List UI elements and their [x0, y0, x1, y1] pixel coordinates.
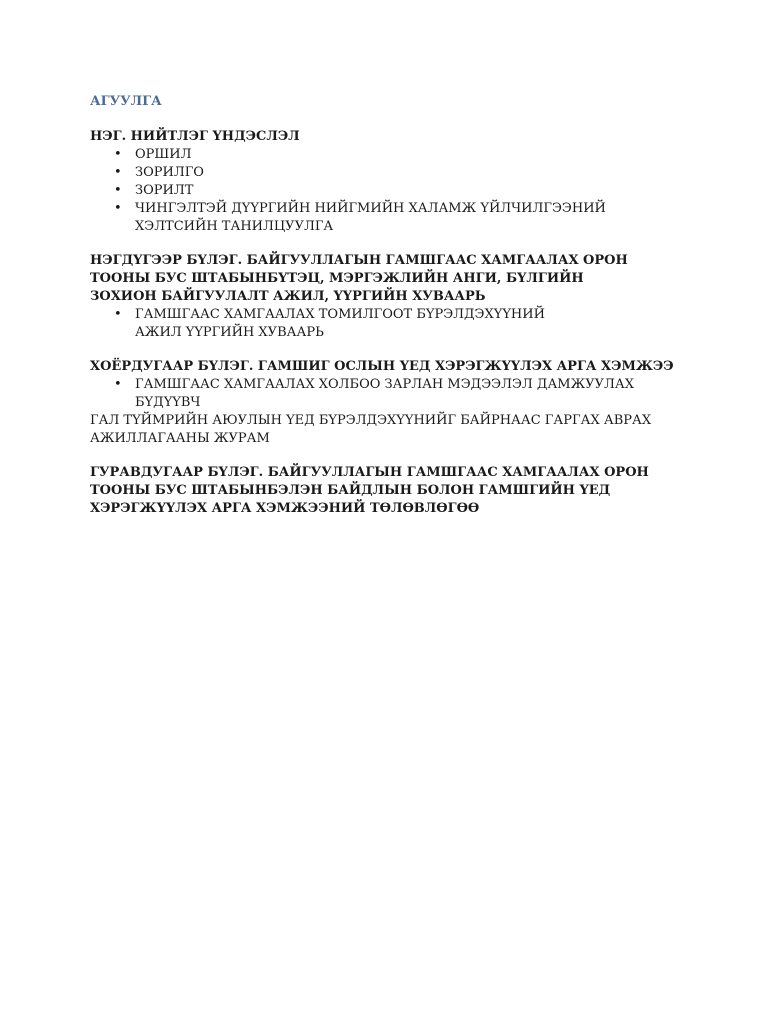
- table-of-contents-title: АГУУЛГА: [90, 94, 162, 109]
- list-item-text: ГАМШГААС ХАМГААЛАХ ТОМИЛГООТ БҮРЭЛДЭХҮҮНИЙ: [135, 307, 545, 322]
- chapter-title-line: НЭГДҮГЭЭР БҮЛЭГ. БАЙГУУЛЛАГЫН ГАМШГААС ХАМГААЛАХ ОРОН: [90, 253, 628, 268]
- chapter-list-item: [90, 376, 690, 412]
- chapter-section: [90, 252, 690, 342]
- list-item-text: ЧИНГЭЛТЭЙ ДҮҮРГИЙН НИЙГМИЙН ХАЛАМЖ ҮЙЛЧИЛГЭЭНИЙ: [135, 201, 606, 216]
- chapter-list-item: [90, 306, 690, 342]
- chapter-title-line: ТООНЫ БУС ШТАБЫНБҮТЭЦ, МЭРГЭЖЛИЙН АНГИ, БҮЛГИЙН: [90, 271, 584, 286]
- chapter-item-list: [90, 146, 690, 236]
- chapter-list: [90, 128, 690, 518]
- list-item-text: ХЭЛТСИЙН ТАНИЛЦУУЛГА: [135, 219, 334, 234]
- chapter-item-list: [90, 376, 690, 412]
- bullet-icon: •: [114, 201, 122, 216]
- chapter-title-line: НЭГ. НИЙТЛЭГ ҮНДЭСЛЭЛ: [90, 129, 300, 144]
- chapter-section: [90, 464, 690, 518]
- bullet-icon: •: [114, 377, 122, 392]
- chapter-item-list: [90, 306, 690, 342]
- bullet-icon: •: [114, 165, 122, 180]
- plain-text-line: АЖИЛЛАГААНЫ ЖУРАМ: [90, 431, 270, 446]
- list-item-text: ГАМШГААС ХАМГААЛАХ ХОЛБОО ЗАРЛАН МЭДЭЭЛЭЛ ДАМЖУУЛАХ: [135, 377, 634, 392]
- chapter-title-line: ХОЁРДУГААР БҮЛЭГ. ГАМШИГ ОСЛЫН ҮЕД ХЭРЭГЖҮҮЛЭХ АРГА ХЭМЖЭЭ: [90, 359, 674, 374]
- list-item-text: АЖИЛ ҮҮРГИЙН ХУВААРЬ: [135, 325, 324, 340]
- chapter-section: [90, 128, 690, 236]
- chapter-title-line: ГУРАВДУГААР БҮЛЭГ. БАЙГУУЛЛАГЫН ГАМШГААС ХАМГААЛАХ ОРОН: [90, 465, 649, 480]
- list-item-text: ЗОРИЛГО: [135, 165, 204, 180]
- document-page: [90, 93, 690, 534]
- chapter-list-item: [90, 146, 690, 164]
- plain-text-line: ГАЛ ТҮЙМРИЙН АЮУЛЫН ҮЕД БҮРЭЛДЭХҮҮНИЙГ БАЙРНААС ГАРГАХ АВРАХ: [90, 413, 652, 428]
- chapter-list-item: [90, 200, 690, 236]
- chapter-section: [90, 358, 690, 448]
- chapter-title-line: ТООНЫ БУС ШТАБЫНБЭЛЭН БАЙДЛЫН БОЛОН ГАМШГИЙН ҮЕД: [90, 483, 611, 498]
- bullet-icon: •: [114, 147, 122, 162]
- bullet-icon: •: [114, 307, 122, 322]
- bullet-icon: •: [114, 183, 122, 198]
- chapter-list-item: [90, 182, 690, 200]
- chapter-list-item: [90, 164, 690, 182]
- list-item-text: ЗОРИЛТ: [135, 183, 194, 198]
- chapter-title-line: ЗОХИОН БАЙГУУЛАЛТ АЖИЛ, ҮҮРГИЙН ХУВААРЬ: [90, 289, 486, 304]
- chapter-title-line: ХЭРЭГЖҮҮЛЭХ АРГА ХЭМЖЭЭНИЙ ТӨЛӨВЛӨГӨӨ: [90, 501, 480, 516]
- list-item-text: ОРШИЛ: [135, 147, 192, 162]
- list-item-text: БҮДҮҮВЧ: [135, 395, 201, 410]
